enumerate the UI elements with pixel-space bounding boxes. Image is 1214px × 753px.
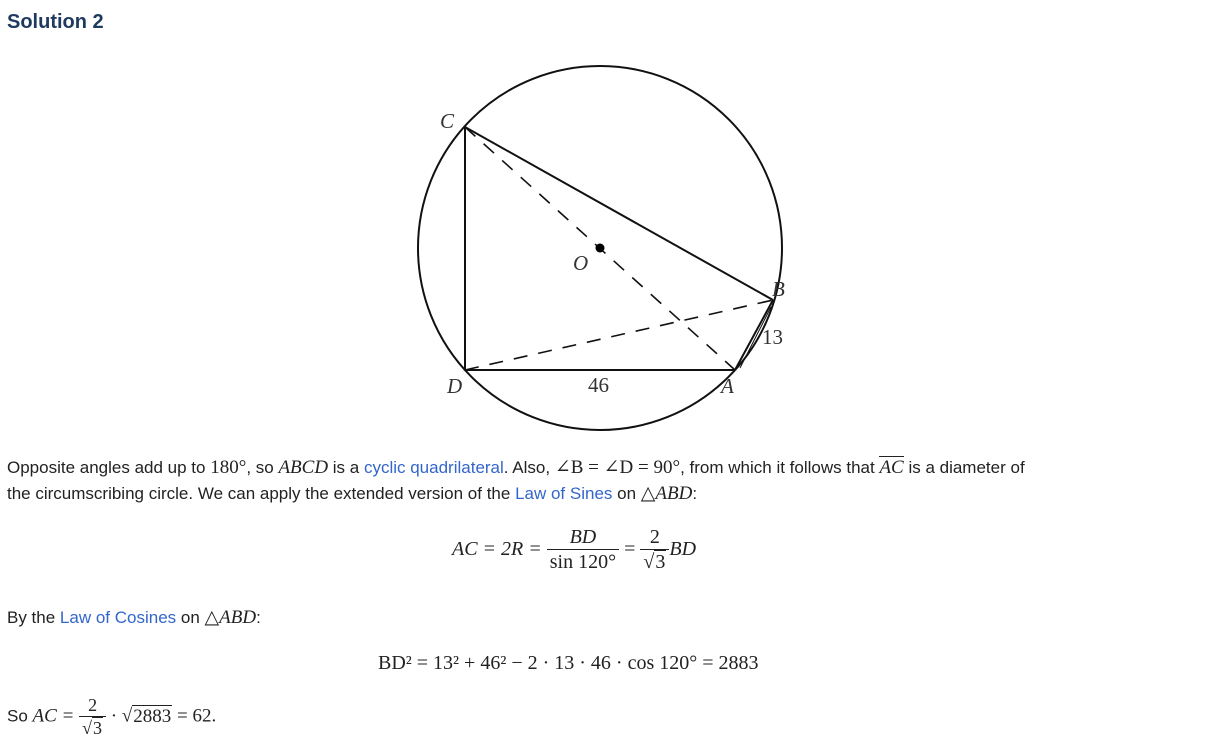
eq1-lhs: AC = 2R = bbox=[452, 538, 542, 560]
text: : bbox=[256, 608, 261, 627]
sqrt-argument: 3 bbox=[93, 718, 103, 738]
section-heading: Solution 2 bbox=[7, 11, 104, 33]
text: . Also, bbox=[503, 458, 555, 477]
text: the circumscribing circle. We can apply the extended version of the bbox=[7, 484, 516, 503]
sqrt-sign: √ bbox=[121, 705, 133, 727]
diagonal-db bbox=[465, 300, 773, 370]
text: is a diameter of bbox=[903, 458, 1025, 477]
sqrt-argument: 2883 bbox=[133, 705, 172, 727]
dot-operator: · bbox=[110, 705, 118, 727]
fraction-numerator: 2 bbox=[649, 526, 660, 548]
eq1-equals: = bbox=[624, 538, 636, 560]
math-triangle-abd: △ABD bbox=[204, 607, 257, 628]
sqrt-sign: √ bbox=[82, 718, 93, 738]
math-180: 180° bbox=[210, 457, 247, 478]
text: Opposite angles add up to bbox=[7, 458, 211, 477]
result-62: = 62. bbox=[176, 705, 217, 727]
math-ac-overline: AC bbox=[879, 457, 904, 478]
fraction-denominator bbox=[79, 716, 106, 739]
label-a: A bbox=[721, 374, 734, 398]
text: on bbox=[612, 484, 641, 503]
math-triangle-abd: △ABD bbox=[640, 483, 693, 504]
label-b: B bbox=[772, 277, 785, 301]
center-point-o bbox=[596, 244, 605, 253]
label-d: D bbox=[447, 374, 463, 398]
label-o: O bbox=[573, 251, 589, 275]
paragraph-conclusion bbox=[7, 694, 216, 739]
math-angles: ∠B = ∠D = 90° bbox=[554, 457, 681, 478]
text: So bbox=[7, 706, 33, 726]
fraction-bd-sin bbox=[547, 525, 619, 574]
label-side-ab: 13 bbox=[762, 325, 783, 349]
sqrt-2883 bbox=[122, 705, 172, 727]
fraction-2-sqrt3 bbox=[79, 694, 106, 739]
equation-law-of-sines bbox=[452, 525, 696, 574]
eq1-tail: BD bbox=[669, 538, 697, 560]
fraction-denominator bbox=[640, 549, 669, 574]
equation-law-of-cosines: BD² = 13² + 46² − 2 · 13 · 46 · cos 120° = 2883 bbox=[378, 652, 759, 674]
text: , from which it follows that bbox=[680, 458, 880, 477]
label-c: C bbox=[440, 109, 455, 133]
fraction-denominator: sin 120° bbox=[547, 549, 619, 574]
side-cb bbox=[465, 127, 773, 300]
sqrt-sign: √ bbox=[643, 551, 655, 573]
link-cyclic-quadrilateral[interactable]: cyclic quadrilateral bbox=[363, 458, 504, 477]
link-law-of-sines[interactable]: Law of Sines bbox=[515, 484, 613, 503]
paragraph-law-of-cosines bbox=[7, 605, 261, 631]
text: on bbox=[176, 608, 205, 627]
fraction-numerator: 2 bbox=[88, 695, 98, 715]
math-ac-eq: AC = bbox=[32, 705, 75, 727]
text: By the bbox=[7, 608, 60, 627]
math-abcd: ABCD bbox=[278, 457, 329, 478]
paragraph-cyclic bbox=[7, 455, 1025, 507]
link-law-of-cosines[interactable]: Law of Cosines bbox=[59, 608, 177, 627]
text: , so bbox=[246, 458, 279, 477]
text: : bbox=[692, 484, 698, 503]
sqrt-argument: 3 bbox=[655, 551, 666, 573]
label-side-da: 46 bbox=[588, 373, 609, 397]
fraction-numerator: BD bbox=[569, 526, 597, 548]
fraction-2-sqrt3 bbox=[640, 525, 669, 574]
text: is a bbox=[328, 458, 364, 477]
